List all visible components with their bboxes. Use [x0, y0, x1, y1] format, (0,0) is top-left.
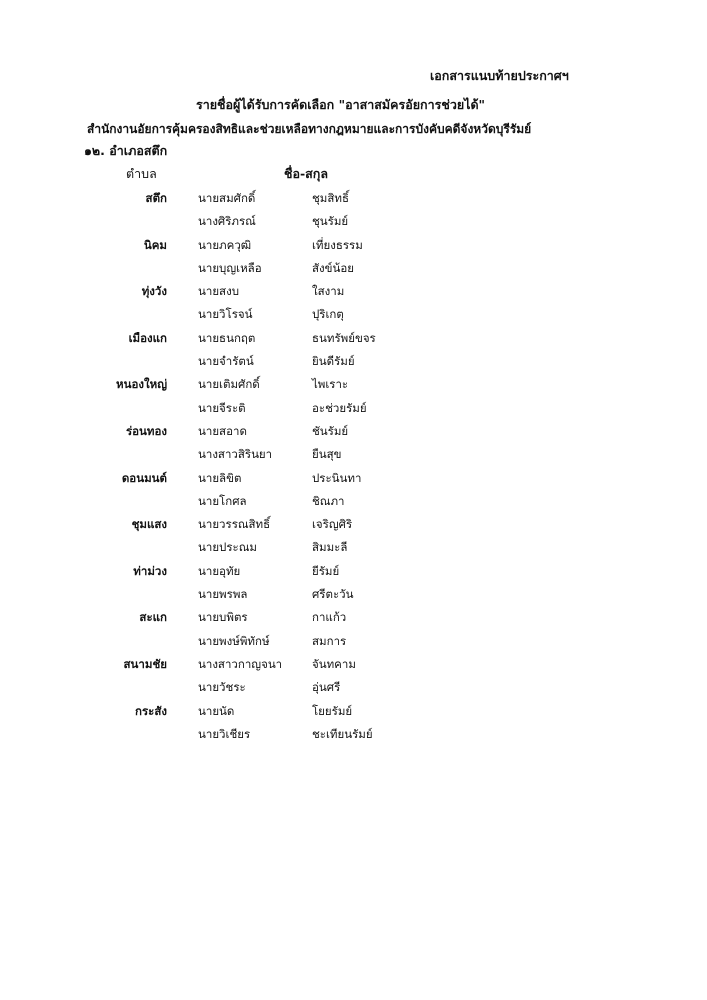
- person-first-name: นายวิโรจน์: [198, 307, 253, 322]
- person-last-name: ไพเราะ: [312, 377, 349, 392]
- subdistrict-name: สนามชัย: [123, 656, 167, 671]
- person-first-name: นายบพิตร: [198, 610, 248, 625]
- person-first-name: นายประณม: [198, 540, 257, 555]
- subdistrict-name: ดอนมนต์: [121, 470, 167, 485]
- office-name: สำนักงานอัยการคุ้มครองสิทธิและช่วยเหลือทางกฎหมายและการบังคับคดีจังหวัดบุรีรัมย์: [87, 122, 532, 136]
- subdistrict-name: ร่อนทอง: [125, 423, 167, 438]
- list-row: [0, 234, 707, 257]
- person-first-name: นางสาวสิรินยา: [198, 447, 273, 462]
- person-first-name: นายโกศล: [198, 493, 247, 508]
- person-first-name: นายจีระติ: [198, 400, 246, 415]
- person-last-name: ธนทรัพย์ขจร: [312, 330, 376, 345]
- list-row: [0, 700, 707, 723]
- person-last-name: สังข์น้อย: [312, 260, 355, 275]
- subdistrict-column-header: ตำบล: [126, 166, 157, 181]
- person-first-name: นางสาวกาญจนา: [198, 656, 283, 671]
- person-last-name: กาแก้ว: [312, 610, 347, 625]
- person-last-name: ชะเทียนรัมย์: [312, 726, 373, 741]
- list-row: [0, 606, 707, 629]
- person-first-name: นายจำรัตน์: [198, 354, 254, 369]
- list-row: [0, 303, 707, 326]
- subdistrict-name: สะแก: [139, 610, 167, 625]
- person-first-name: นายนัด: [198, 703, 235, 718]
- person-first-name: นายธนกฤต: [198, 330, 256, 345]
- list-row: [0, 676, 707, 699]
- list-row: [0, 513, 707, 536]
- person-last-name: ชุมสิทธิ์: [312, 191, 350, 205]
- attachment-label: เอกสารแนบท้ายประกาศฯ: [430, 68, 569, 83]
- subdistrict-name: สตึก: [145, 191, 167, 205]
- list-row: [0, 280, 707, 303]
- list-row: [0, 187, 707, 210]
- person-last-name: อะช่วยรัมย์: [312, 400, 367, 415]
- person-last-name: ยินดีรัมย์: [312, 354, 355, 369]
- person-last-name: ใสงาม: [312, 284, 345, 299]
- person-first-name: นายวิเชียร: [198, 726, 251, 741]
- subdistrict-name: นิคม: [143, 237, 167, 252]
- person-first-name: นายเติมศักดิ์: [198, 377, 260, 392]
- person-last-name: โยยรัมย์: [312, 703, 353, 718]
- list-row: [0, 490, 707, 513]
- subdistrict-name: เมืองแก: [128, 330, 167, 345]
- person-last-name: ชุนรัมย์: [312, 214, 349, 229]
- subdistrict-name: กระสัง: [135, 703, 167, 718]
- name-column-header: ชื่อ-สกุล: [284, 166, 329, 181]
- person-last-name: ชันรัมย์: [312, 423, 349, 438]
- person-first-name: นายพรพล: [198, 587, 248, 602]
- person-first-name: นายวรรณสิทธิ์: [198, 517, 271, 532]
- person-last-name: ศรีตะวัน: [312, 587, 354, 602]
- list-row: [0, 583, 707, 606]
- list-row: [0, 350, 707, 373]
- person-last-name: ชิณภา: [312, 493, 345, 508]
- subdistrict-name: ชุมแสง: [131, 517, 167, 532]
- person-first-name: นายสงบ: [198, 284, 239, 299]
- person-last-name: ปุริเกตุ: [312, 307, 344, 322]
- person-last-name: อุ่นศรี: [312, 680, 341, 695]
- document-title: รายชื่อผู้ได้รับการคัดเลือก "อาสาสมัครอัยการช่วยได้": [196, 97, 486, 112]
- subdistrict-name: หนองใหญ่: [116, 377, 167, 392]
- person-first-name: นายภควุฒิ: [198, 237, 252, 252]
- list-row: [0, 536, 707, 559]
- person-last-name: เจริญศิริ: [312, 517, 353, 532]
- person-last-name: สิมมะลี: [312, 540, 348, 555]
- list-row: [0, 397, 707, 420]
- name-list: [0, 187, 707, 746]
- person-first-name: นายอุทัย: [198, 563, 241, 578]
- list-row: [0, 443, 707, 466]
- person-first-name: นายลิขิต: [198, 470, 242, 485]
- subdistrict-name: ท่าม่วง: [133, 563, 167, 578]
- person-first-name: นางศิริภรณ์: [198, 214, 256, 229]
- person-first-name: นายสอาด: [198, 423, 247, 438]
- list-row: [0, 420, 707, 443]
- person-last-name: ยีรัมย์: [312, 563, 340, 578]
- person-last-name: จันทคาม: [312, 656, 356, 671]
- person-first-name: นายบุญเหลือ: [198, 260, 262, 275]
- person-last-name: ประนินทา: [312, 470, 362, 485]
- list-row: [0, 327, 707, 350]
- district-heading: ๑๒. อำเภอสตึก: [84, 143, 168, 158]
- person-last-name: สมการ: [312, 633, 347, 648]
- person-first-name: นายสมศักดิ์: [198, 191, 256, 205]
- list-row: [0, 373, 707, 396]
- list-row: [0, 560, 707, 583]
- list-row: [0, 210, 707, 233]
- person-first-name: นายวัชระ: [198, 680, 246, 695]
- person-last-name: เที่ยงธรรม: [312, 237, 363, 252]
- subdistrict-name: ทุ่งวัง: [141, 284, 167, 299]
- list-row: [0, 630, 707, 653]
- list-row: [0, 723, 707, 746]
- person-first-name: นายพงษ์พิทักษ์: [198, 633, 270, 648]
- list-row: [0, 467, 707, 490]
- list-row: [0, 257, 707, 280]
- list-row: [0, 653, 707, 676]
- person-last-name: ยืนสุข: [312, 447, 342, 462]
